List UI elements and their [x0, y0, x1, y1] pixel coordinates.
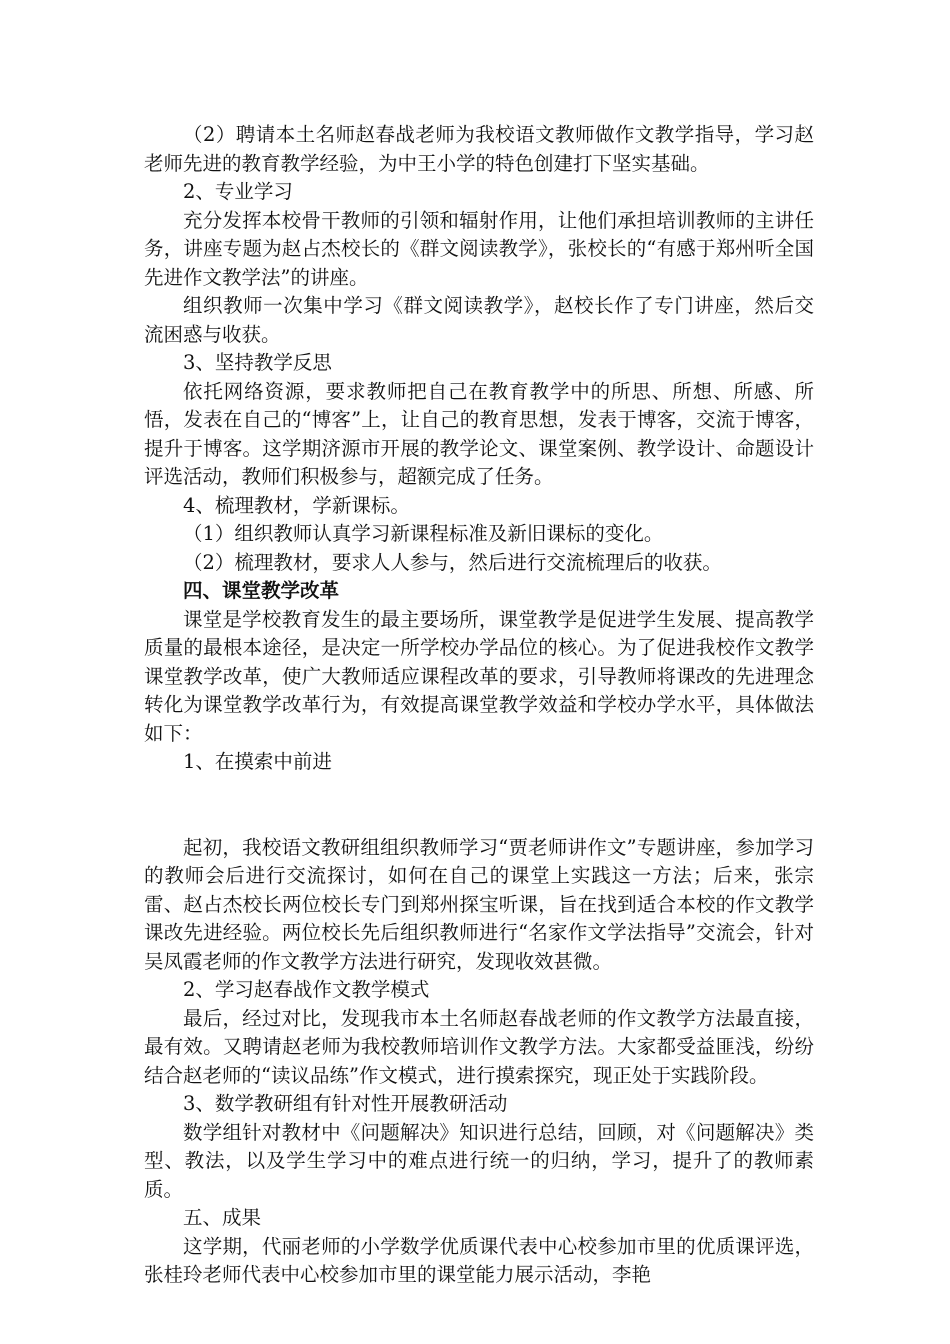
heading-zhao-model: 2、学习赵春战作文教学模式 [183, 978, 430, 1001]
heading-professional-study: 2、专业学习 [183, 180, 293, 203]
paragraph-blog-reflection: 依托网络资源，要求教师把自己在教育教学中的所思、所想、所感、所悟，发表在自己的“博客”上，让自己的教育思想，发表于博客，交流于博客，提升于博客。这学期济源市开展的教学论文、课堂案例、教学设计、命题设计评选活动，教师们积极参与，超额完成了任务。 [144, 379, 814, 488]
paragraph-invite-zhao: （2）聘请本土名师赵春战老师为我校语文教师做作文教学指导，学习赵老师先进的教育教学经验，为中王小学的特色创建打下坚实基础。 [144, 123, 814, 175]
heading-teaching-reflection: 3、坚持教学反思 [183, 351, 332, 374]
heading-math-research: 3、数学教研组有针对性开展教研活动 [183, 1092, 508, 1115]
paragraph-backbone-teachers: 充分发挥本校骨干教师的引领和辐射作用，让他们承担培训教师的主讲任务，讲座专题为赵占杰校长的《群文阅读教学》，张校长的“有感于郑州听全国先进作文教学法”的讲座。 [144, 208, 814, 289]
paragraph-classroom-importance: 课堂是学校教育发生的最主要场所，课堂教学是促进学生发展、提高教学质量的最根本途径，是决定一所学校办学品位的核心。为了促进我校作文教学课堂教学改革，使广大教师适应课程改革的要求，引导教师将课改的先进理念转化为课堂教学改革行为，有效提高课堂教学效益和学校办学水平，具体做法如下： [144, 607, 814, 745]
paragraph-group-study: 组织教师一次集中学习《群文阅读教学》，赵校长作了专门讲座，然后交流困惑与收获。 [144, 294, 814, 346]
paragraph-zhao-method: 最后，经过对比，发现我市本土名师赵春战老师的作文教学方法最直接，最有效。又聘请赵老师为我校教师培训作文教学方法。大家都受益匪浅，纷纷结合赵老师的“读议品练”作文模式，进行摸索探究，现正处于实践阶段。 [144, 1006, 814, 1087]
paragraph-results: 这学期，代丽老师的小学数学优质课代表中心校参加市里的优质课评选，张桂玲老师代表中心校参加市里的课堂能力展示活动，李艳 [144, 1234, 814, 1286]
heading-exploring: 1、在摸索中前进 [183, 750, 332, 773]
paragraph-sort-materials: （2）梳理教材，要求人人参与，然后进行交流梳理后的收获。 [183, 550, 722, 574]
paragraph-study-standards: （1）组织教师认真学习新课程标准及新旧课标的变化。 [183, 522, 664, 545]
section-heading-results: 五、成果 [183, 1206, 262, 1229]
heading-curriculum-standards: 4、梳理教材，学新课标。 [183, 493, 410, 517]
blank-space [144, 777, 814, 834]
paragraph-math-group: 数学组针对教材中《问题解决》知识进行总结，回顾，对《问题解决》类型、教法，以及学生学习中的难点进行统一的归纳，学习，提升了的教师素质。 [144, 1120, 814, 1201]
document-body [144, 121, 814, 1290]
section-heading-classroom-reform: 四、课堂教学改革 [183, 579, 340, 602]
paragraph-initial-exploration: 起初，我校语文教研组组织教师学习“贾老师讲作文”专题讲座，参加学习的教师会后进行交流探讨，如何在自己的课堂上实践这一方法；后来，张宗雷、赵占杰校长两位校长专门到郑州探宝听课，旨在找到适合本校的作文教学课改先进经验。两位校长先后组织教师进行“名家作文学法指导”交流会，针对吴凤霞老师的作文教学方法进行研究，发现收效甚微。 [144, 835, 814, 973]
